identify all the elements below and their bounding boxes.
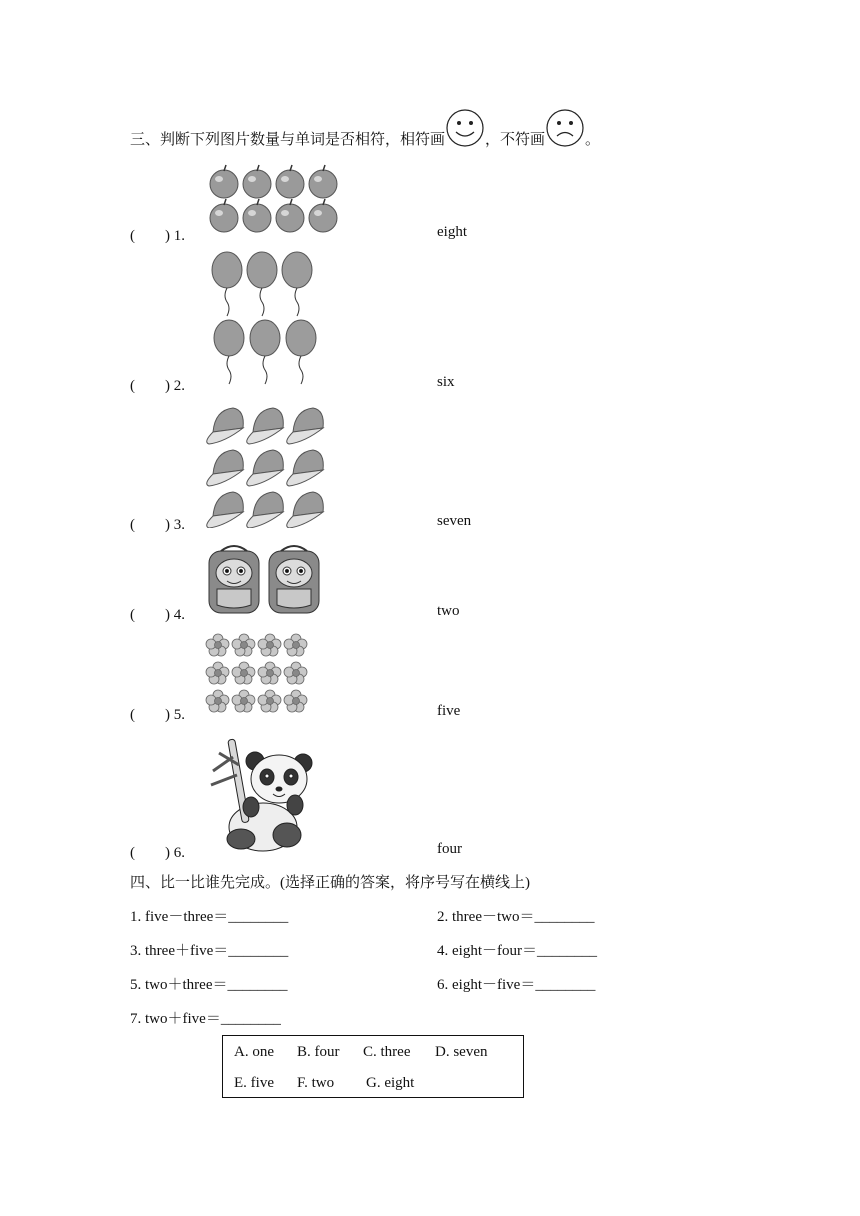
answer-parentheses[interactable]: ( ): [130, 607, 170, 623]
sad-face-icon: [545, 108, 585, 148]
backpacks-picture: [203, 541, 327, 617]
panda-picture: [205, 735, 317, 853]
list-item: [130, 841, 185, 862]
answer-parentheses[interactable]: ( ): [130, 378, 170, 394]
section3-heading: 三、判断下列图片数量与单词是否相符，相符画 ，不符画 。: [130, 128, 600, 149]
list-item: [130, 603, 185, 624]
answer-parentheses[interactable]: ( ): [130, 517, 170, 533]
list-item: [130, 374, 185, 395]
item-number: 1.: [173, 228, 185, 244]
option-f: F. two: [297, 1075, 335, 1091]
apples-picture: [208, 164, 343, 236]
question-2: 2. three－two＝________: [437, 909, 595, 925]
item-number: 5.: [173, 707, 185, 723]
caps-picture: [205, 402, 329, 528]
question-1: 1. five－three＝________: [130, 909, 289, 925]
question-7: 7. two＋five＝________: [130, 1011, 281, 1027]
question-3: 3. three＋five＝________: [130, 943, 289, 959]
option-a: A. one: [234, 1044, 274, 1060]
item-number: 3.: [173, 517, 185, 533]
smiley-face-icon: [445, 108, 485, 148]
option-g: G. eight: [366, 1075, 415, 1091]
option-e: E. five: [234, 1075, 274, 1091]
answer-parentheses[interactable]: ( ): [130, 228, 170, 244]
item-word: two: [437, 603, 460, 619]
section4-heading: 四、比一比谁先完成。(选择正确的答案，将序号写在横线上): [130, 875, 530, 891]
list-item: [130, 513, 185, 534]
question-4: 4. eight－four＝________: [437, 943, 597, 959]
option-d: D. seven: [435, 1044, 488, 1060]
balloons-picture: [206, 250, 324, 386]
item-number: 4.: [173, 607, 185, 623]
answer-parentheses[interactable]: ( ): [130, 845, 170, 861]
item-word: five: [437, 703, 461, 719]
option-b: B. four: [297, 1044, 340, 1060]
flowers-picture: [204, 632, 312, 716]
answer-parentheses[interactable]: ( ): [130, 707, 170, 723]
list-item: [130, 224, 185, 245]
question-6: 6. eight－five＝________: [437, 977, 596, 993]
item-number: 6.: [173, 845, 185, 861]
options-box: [222, 1035, 524, 1098]
item-word: eight: [437, 224, 467, 240]
item-word: seven: [437, 513, 472, 529]
item-number: 2.: [173, 378, 185, 394]
list-item: [130, 703, 185, 724]
item-word: six: [437, 374, 455, 390]
item-word: four: [437, 841, 462, 857]
question-5: 5. two＋three＝________: [130, 977, 288, 993]
option-c: C. three: [363, 1044, 411, 1060]
